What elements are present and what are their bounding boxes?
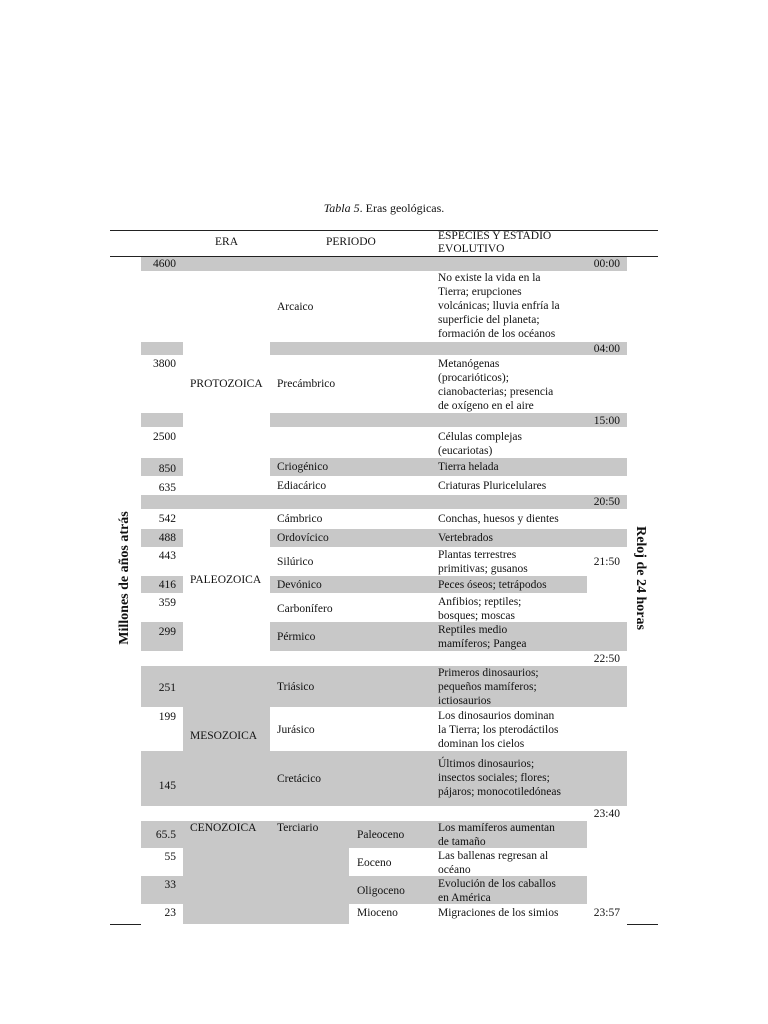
species-s16: Las ballenas regresan al océano — [438, 850, 549, 876]
band-3800-num — [141, 342, 183, 355]
header-especies — [438, 230, 551, 256]
num-55: 55 — [164, 851, 176, 863]
period-carbonifero: Carbonífero — [277, 603, 333, 615]
num-542: 542 — [158, 513, 176, 525]
species-s3: Células complejas (eucariotas) — [438, 431, 522, 457]
band-4600 — [141, 257, 627, 271]
period-jurasico: Jurásico — [277, 724, 315, 736]
species-s13: Los dinosaurios dominan la Tierra; los pterodáctilos dominan los cielos — [438, 710, 559, 750]
num-416: 416 — [158, 579, 176, 591]
species-s11: Reptiles medio mamíferos; Pangea — [438, 624, 527, 650]
era-protozoica: PROTOZOICA — [190, 378, 263, 390]
species-s4: Tierra helada — [438, 461, 499, 473]
era-paleozoica: PALEOZOICA — [190, 574, 262, 586]
band-2050 — [141, 495, 627, 509]
time-2357: 23:57 — [593, 907, 620, 919]
num-4600: 4600 — [153, 258, 176, 270]
band-1500 — [270, 413, 627, 427]
left-axis-label: Millones de años atrás — [117, 511, 132, 645]
epoch-mioceno: Mioceno — [357, 907, 398, 919]
period-devonico: Devónico — [277, 579, 322, 591]
species-s2: Metanógenas (procarióticos); cianobacterias; presencia de oxígeno en el aire — [438, 358, 554, 412]
species-s12: Primeros dinosaurios; pequeños mamíferos; ictiosaurios — [438, 667, 539, 707]
num-488: 488 — [158, 532, 176, 544]
num-23: 23 — [164, 907, 176, 919]
num-2500: 2500 — [153, 431, 176, 443]
band-cenozoica-block — [183, 848, 349, 924]
band-2500-num — [141, 413, 183, 427]
band-triasico — [141, 666, 627, 707]
num-145: 145 — [158, 780, 176, 792]
time-2150: 21:50 — [593, 556, 620, 568]
header-periodo: PERIODO — [326, 236, 376, 248]
species-s10: Anfibios; reptiles; bosques; moscas — [438, 596, 522, 622]
species-s1: No existe la vida en la Tierra; erupciones volcánicas; lluvia enfría la superficie del planeta; formación de los océanos — [438, 272, 560, 340]
caption-text: . Eras geológicas. — [359, 201, 445, 215]
species-s7: Vertebrados — [438, 532, 493, 544]
time-0000: 00:00 — [593, 258, 620, 270]
time-2340: 23:40 — [593, 808, 620, 820]
epoch-paleoceno: Paleoceno — [357, 829, 405, 841]
table-caption — [0, 201, 768, 216]
species-s18: Migraciones de los simios — [438, 907, 559, 919]
num-635: 635 — [158, 482, 176, 494]
species-s14: Últimos dinosaurios; insectos sociales; flores; pájaros; monocotiledóneas — [438, 758, 561, 798]
num-3800: 3800 — [153, 358, 176, 370]
num-65-5: 65.5 — [155, 829, 176, 841]
top-rule — [110, 230, 658, 231]
period-silurico: Silúrico — [277, 556, 314, 568]
species-s6: Conchas, huesos y dientes — [438, 513, 559, 525]
species-s8: Plantas terrestres primitivas; gusanos — [438, 549, 528, 575]
period-arcaico: Arcaico — [277, 301, 314, 313]
species-s9: Peces óseos; tetrápodos — [438, 579, 547, 591]
time-2050: 20:50 — [593, 496, 620, 508]
num-359: 359 — [158, 597, 176, 609]
num-299: 299 — [158, 626, 176, 638]
epoch-eoceno: Eoceno — [357, 857, 392, 869]
band-0400 — [270, 342, 627, 355]
species-s5: Criaturas Pluricelulares — [438, 480, 547, 492]
time-2250: 22:50 — [593, 653, 620, 665]
bottom-rule-right — [627, 924, 658, 925]
period-cretacico: Cretácico — [277, 773, 322, 785]
time-0400: 04:00 — [593, 343, 620, 355]
header-especies-line1: ESPECIES Y ESTADIO — [438, 230, 552, 242]
num-443: 443 — [158, 550, 176, 562]
species-s17: Evolución de los caballos en América — [438, 878, 556, 904]
right-axis-label: Reloj de 24 horas — [633, 526, 648, 630]
header-especies-line2: EVOLUTIVO — [438, 243, 505, 255]
period-ordovicico: Ordovícico — [277, 532, 329, 544]
period-permico: Pérmico — [277, 631, 316, 643]
time-1500: 15:00 — [593, 415, 620, 427]
period-ediacarico: Ediacárico — [277, 480, 327, 492]
num-33: 33 — [164, 879, 176, 891]
period-terciario: Terciario — [277, 822, 319, 834]
period-triasico: Triásico — [277, 681, 315, 693]
header-era: ERA — [215, 236, 238, 248]
era-mesozoica: MESOZOICA — [190, 730, 258, 742]
bottom-rule-left — [110, 924, 141, 925]
num-251: 251 — [158, 682, 176, 694]
num-850: 850 — [158, 463, 176, 475]
period-precambrico: Precámbrico — [277, 378, 336, 390]
caption-label: Tabla 5 — [323, 201, 360, 215]
period-cambrico: Cámbrico — [277, 513, 323, 525]
num-199: 199 — [158, 711, 176, 723]
species-s15: Los mamíferos aumentan de tamaño — [438, 822, 555, 848]
epoch-oligoceno: Oligoceno — [357, 885, 405, 897]
era-cenozoica: CENOZOICA — [190, 822, 257, 834]
period-criogenico: Criogénico — [277, 461, 329, 473]
